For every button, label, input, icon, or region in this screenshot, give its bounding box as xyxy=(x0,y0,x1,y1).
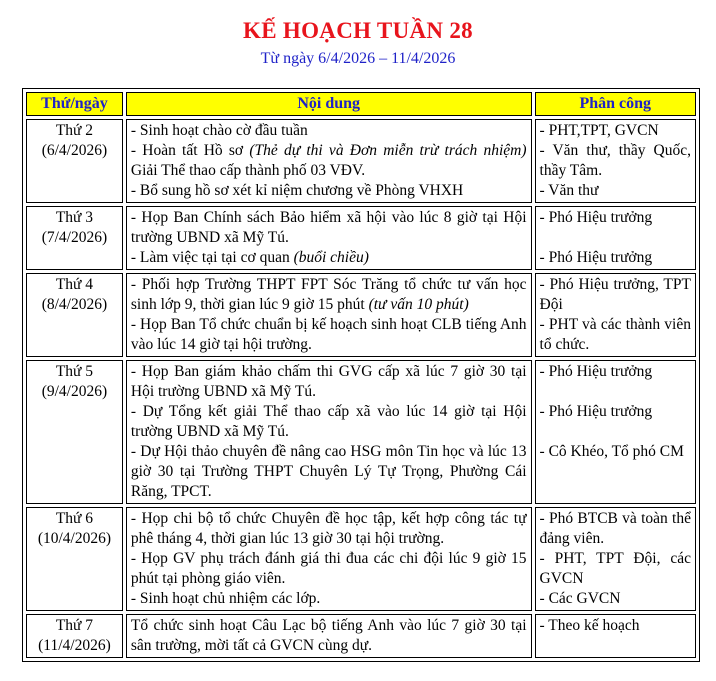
assign-item: - Cô Khéo, Tổ phó CM xyxy=(539,443,684,460)
day-cell xyxy=(26,360,123,504)
content-cell xyxy=(126,360,532,504)
content-cell xyxy=(126,206,532,270)
assign-item: - PHT và các thành viên tổ chức. xyxy=(539,316,691,353)
content-note: (buổi chiều) xyxy=(293,249,369,266)
content-item: - Sinh hoạt chào cờ đầu tuần xyxy=(130,122,308,139)
day-cell xyxy=(26,119,123,203)
column-header-assign: Phân công xyxy=(535,92,696,116)
assign-cell xyxy=(535,507,696,611)
assign-item: - PHT,TPT, GVCN xyxy=(539,122,659,139)
column-header-content: Nội dung xyxy=(126,92,532,116)
assign-item: - Phó Hiệu trưởng xyxy=(539,363,653,380)
content-cell xyxy=(126,507,532,611)
content-item: - Họp chi bộ tổ chức Chuyên đề học tập, kết hợp công tác tự phê tháng 4, thời gian lúc 13 giờ 30 tại hội trường. xyxy=(130,510,527,547)
table-row xyxy=(26,206,696,270)
date-range-subtitle: Từ ngày 6/4/2026 – 11/4/2026 xyxy=(260,50,456,67)
table-row xyxy=(26,273,696,357)
day-name: Thứ 5 xyxy=(55,363,94,380)
assign-cell xyxy=(535,119,696,203)
content-item xyxy=(131,248,527,268)
day-name: Thứ 2 xyxy=(55,122,94,139)
assign-item: - Văn thư, thầy Quốc, thầy Tâm. xyxy=(539,142,691,179)
assign-item: - Các GVCN xyxy=(539,590,621,607)
content-item: Tổ chức sinh hoạt Câu Lạc bộ tiếng Anh vào lúc 7 giờ 30 tại sân trường, mời tất cả GVCN cùng dự. xyxy=(130,617,527,654)
content-cell xyxy=(126,273,532,357)
assign-item: - Theo kế hoạch xyxy=(539,617,640,634)
page-title: KẾ HOẠCH TUẦN 28 xyxy=(243,18,473,43)
column-header-day: Thứ/ngày xyxy=(26,92,123,116)
content-text: - Phối hợp Trường THPT FPT Sóc Trăng tổ chức tư vấn học sinh lớp 9, thời gian lúc 9 giờ 15 phút xyxy=(130,276,527,313)
day-date: (10/4/2026) xyxy=(37,530,112,547)
content-text: - Hoàn tất Hồ sơ xyxy=(130,142,250,159)
assign-item: - Phó Hiệu trưởng xyxy=(539,209,653,226)
assign-cell xyxy=(535,273,696,357)
day-name: Thứ 3 xyxy=(55,209,94,226)
day-date: (11/4/2026) xyxy=(38,637,111,654)
day-cell xyxy=(26,206,123,270)
day-name: Thứ 6 xyxy=(55,510,94,527)
content-item: - Sinh hoạt chủ nhiệm các lớp. xyxy=(130,590,321,607)
content-item: - Dự Tổng kết giải Thể thao cấp xã vào lúc 14 giờ tại Hội trường UBND xã Mỹ Tú. xyxy=(130,403,527,440)
assign-item: - Văn thư xyxy=(539,182,599,199)
content-text: - Làm việc tại tại cơ quan xyxy=(130,249,294,266)
content-cell xyxy=(126,614,532,658)
assign-item: - PHT, TPT Đội, các GVCN xyxy=(539,550,691,587)
day-cell xyxy=(26,273,123,357)
table-header-row xyxy=(26,92,696,116)
day-name: Thứ 4 xyxy=(55,276,94,293)
content-item xyxy=(131,141,527,181)
table-row xyxy=(26,507,696,611)
content-item xyxy=(131,275,527,315)
table-row xyxy=(26,614,696,658)
weekly-plan-table xyxy=(22,88,700,662)
content-item: - Họp Ban Chính sách Bảo hiểm xã hội vào lúc 8 giờ tại Hội trường UBND xã Mỹ Tú. xyxy=(130,209,527,246)
assign-cell xyxy=(535,614,696,658)
content-cell xyxy=(126,119,532,203)
content-item: - Dự Hội thảo chuyên đề nâng cao HSG môn Tin học và lúc 13 giờ 30 tại Trường THPT Chuyên Lý Tự Trọng, Phường Cái Răng, TPCT. xyxy=(130,443,527,500)
day-cell xyxy=(26,507,123,611)
assign-cell xyxy=(535,206,696,270)
assign-item: - Phó Hiệu trưởng, TPT Đội xyxy=(539,276,691,313)
day-name: Thứ 7 xyxy=(55,617,94,634)
assign-item: - Phó BTCB và toàn thể đảng viên. xyxy=(539,510,691,547)
assign-item: - Phó Hiệu trưởng xyxy=(539,249,653,266)
content-note: (Thẻ dự thi và Đơn miễn trừ trách nhiệm) xyxy=(249,142,527,159)
assign-item: - Phó Hiệu trưởng xyxy=(539,403,653,420)
table-row xyxy=(26,360,696,504)
day-date: (7/4/2026) xyxy=(41,229,108,246)
content-item: - Họp GV phụ trách đánh giá thi đua các chi đội lúc 9 giờ 15 phút tại phòng giáo viên. xyxy=(130,550,527,587)
assign-cell xyxy=(535,360,696,504)
day-date: (8/4/2026) xyxy=(41,296,108,313)
day-date: (9/4/2026) xyxy=(41,383,108,400)
content-item: - Bổ sung hồ sơ xét kỉ niệm chương về Phòng VHXH xyxy=(130,182,464,199)
day-date: (6/4/2026) xyxy=(41,142,108,159)
content-text: Giải Thể thao cấp thành phố 03 VĐV. xyxy=(130,162,366,179)
content-item: - Họp Ban giám khảo chấm thi GVG cấp xã lúc 7 giờ 30 tại Hội trường UBND xã Mỹ Tú. xyxy=(130,363,527,400)
content-item: - Họp Ban Tổ chức chuẩn bị kế hoạch sinh hoạt CLB tiếng Anh vào lúc 14 giờ tại hội trường. xyxy=(130,316,527,353)
content-note: (tư vấn 10 phút) xyxy=(368,296,469,313)
day-cell xyxy=(26,614,123,658)
table-row xyxy=(26,119,696,203)
